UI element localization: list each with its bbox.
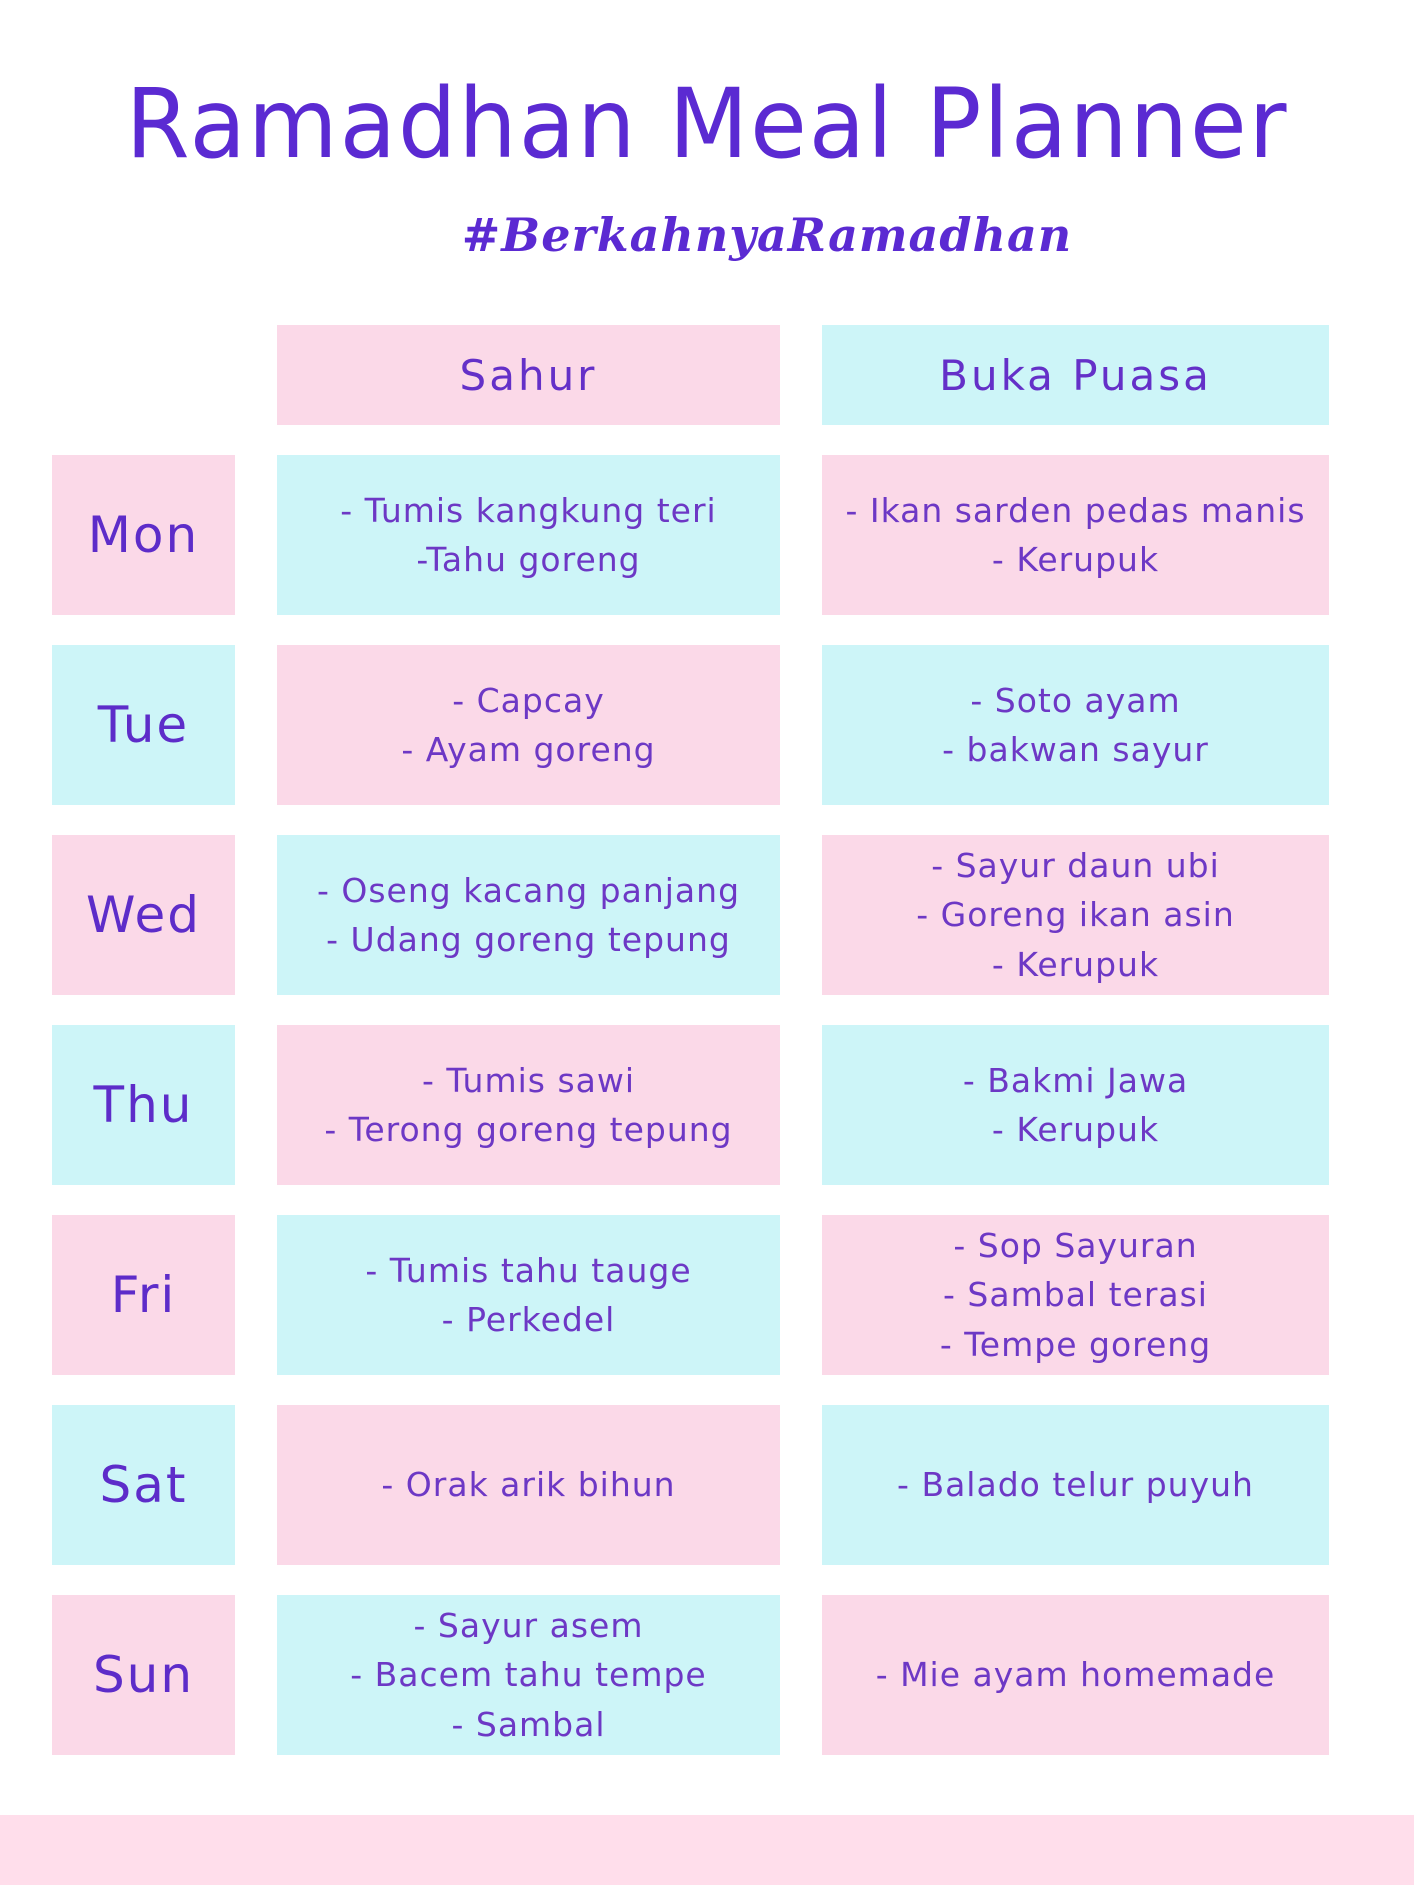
meal-item: - Goreng ikan asin <box>916 895 1235 935</box>
header-empty-cell <box>52 325 235 425</box>
meal-item: - Terong goreng tepung <box>324 1110 733 1149</box>
footer-band <box>0 1815 1414 1885</box>
buka-cell-thu <box>822 1025 1329 1185</box>
day-cell-sat <box>52 1405 235 1565</box>
meal-item: - Tempe goreng <box>939 1324 1212 1364</box>
sahur-cell-fri <box>277 1215 780 1375</box>
day-label: Sat <box>99 1456 188 1514</box>
sahur-cell-tue <box>277 645 780 805</box>
day-label: Tue <box>97 696 190 754</box>
meal-item: - Tumis sawi <box>421 1060 636 1100</box>
column-header-sahur <box>277 325 780 425</box>
day-label: Fri <box>110 1266 177 1324</box>
meal-item: - Mie ayam homemade <box>875 1655 1276 1695</box>
meal-item: - Kerupuk <box>991 1110 1160 1149</box>
meal-item: - Balado telur puyuh <box>897 1465 1254 1505</box>
meal-item: - Bakmi Jawa <box>962 1060 1189 1100</box>
column-header-sahur-label: Sahur <box>459 350 598 400</box>
meal-item: - Ikan sarden pedas manis <box>845 490 1306 530</box>
meal-item: - Ayam goreng <box>401 730 656 769</box>
meal-item: - Sop Sayuran <box>953 1225 1198 1265</box>
meal-item: - Kerupuk <box>991 540 1160 579</box>
buka-cell-wed <box>822 835 1329 995</box>
meal-item: - Sayur daun ubi <box>931 845 1220 885</box>
meal-item: - Sambal <box>451 1704 606 1744</box>
meal-item: - bakwan sayur <box>942 730 1209 769</box>
page-title: Ramadhan Meal Planner <box>125 68 1289 180</box>
day-cell-fri <box>52 1215 235 1375</box>
sahur-cell-sun <box>277 1595 780 1755</box>
buka-cell-tue <box>822 645 1329 805</box>
day-cell-tue <box>52 645 235 805</box>
buka-cell-sun <box>822 1595 1329 1755</box>
sahur-cell-thu <box>277 1025 780 1185</box>
sahur-cell-mon <box>277 455 780 615</box>
meal-item: - Tumis kangkung teri <box>340 490 717 530</box>
day-label: Mon <box>87 506 200 564</box>
meal-item: - Tumis tahu tauge <box>365 1250 692 1290</box>
meal-item: - Bacem tahu tempe <box>350 1655 707 1695</box>
buka-cell-mon <box>822 455 1329 615</box>
meal-item: -Tahu goreng <box>416 540 641 579</box>
planner-table <box>52 325 1329 1755</box>
meal-item: - Capcay <box>452 680 605 720</box>
meal-item: - Udang goreng tepung <box>326 920 731 959</box>
buka-cell-fri <box>822 1215 1329 1375</box>
meal-item: - Kerupuk <box>991 944 1160 984</box>
day-cell-wed <box>52 835 235 995</box>
meal-item: - Orak arik bihun <box>381 1465 676 1505</box>
sahur-cell-sat <box>277 1405 780 1565</box>
buka-cell-sat <box>822 1405 1329 1565</box>
meal-item: - Perkedel <box>441 1300 616 1339</box>
day-cell-thu <box>52 1025 235 1185</box>
meal-item: - Oseng kacang panjang <box>316 870 741 910</box>
day-label: Thu <box>93 1076 194 1134</box>
meal-item: - Sambal terasi <box>943 1275 1208 1315</box>
page-subtitle: #BerkahnyaRamadhan <box>461 208 1073 262</box>
day-cell-mon <box>52 455 235 615</box>
day-label: Wed <box>85 886 201 944</box>
day-cell-sun <box>52 1595 235 1755</box>
sahur-cell-wed <box>277 835 780 995</box>
column-header-buka-puasa-label: Buka Puasa <box>939 350 1212 400</box>
day-label: Sun <box>92 1646 195 1704</box>
meal-item: - Soto ayam <box>970 680 1181 720</box>
column-header-buka-puasa <box>822 325 1329 425</box>
meal-item: - Sayur asem <box>413 1605 644 1645</box>
